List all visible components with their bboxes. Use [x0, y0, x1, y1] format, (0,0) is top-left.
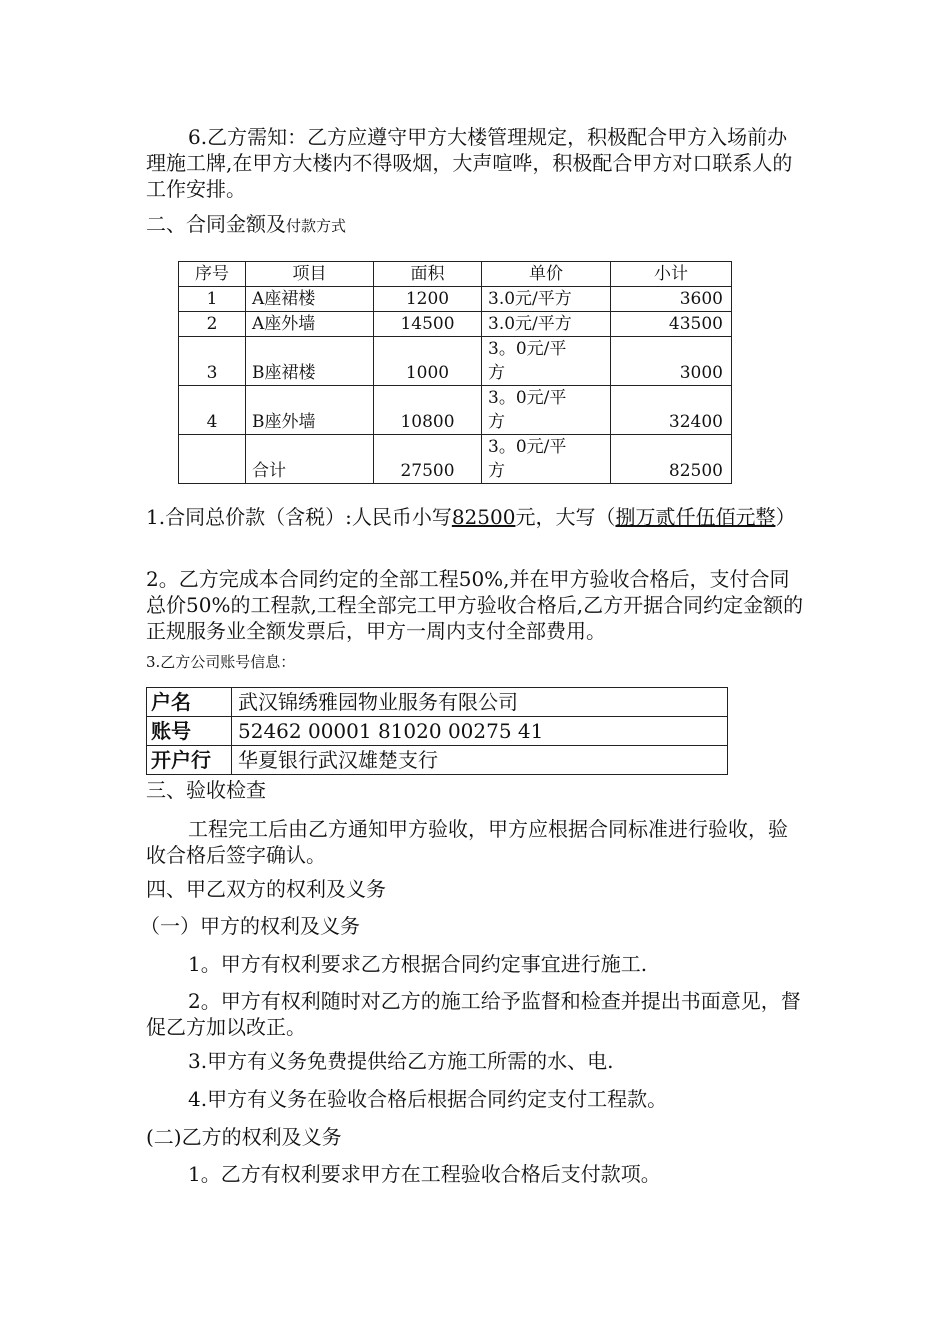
- cell-no: 1: [179, 287, 246, 312]
- party-a-clause-1: 1。甲方有权利要求乙方根据合同约定事宜进行施工.: [188, 952, 648, 976]
- party-a-clause-4: 4.甲方有义务在验收合格后根据合同约定支付工程款。: [188, 1087, 668, 1111]
- total-price-suffix: ）: [775, 505, 796, 529]
- section-4-sub2: (二)乙方的权利及义务: [146, 1125, 342, 1149]
- cell-price: 3.0元/平方: [482, 287, 611, 312]
- bank-key: 账号: [147, 717, 232, 746]
- cell-no: [179, 435, 246, 484]
- clause-6-paragraph: 6.乙方需知：乙方应遵守甲方大楼管理规定，积极配合甲方入场前办理施工牌,在甲方大楼内不得吸烟，大声喧哗，积极配合甲方对口联系人的工作安排。: [146, 125, 793, 201]
- total-price-prefix: 1.合同总价款（含税）:人民币小写: [146, 505, 452, 529]
- cell-subtotal: 43500: [611, 312, 732, 337]
- header-no: 序号: [179, 262, 246, 287]
- cell-price-line1: 3。0元/平: [488, 388, 567, 408]
- bank-key: 户名: [147, 688, 232, 717]
- bank-value: 52462 00001 81020 00275 41: [232, 717, 728, 746]
- table-header-row: [179, 262, 732, 287]
- bank-info-table: [146, 687, 728, 775]
- section-4-sub1: （一）甲方的权利及义务: [140, 914, 360, 938]
- table-row: [179, 386, 732, 435]
- cell-item: B座裙楼: [246, 337, 374, 386]
- header-subtotal: 小计: [611, 262, 732, 287]
- cell-price-line2: 方: [488, 412, 505, 432]
- bank-row: [147, 746, 728, 775]
- header-price: 单价: [482, 262, 611, 287]
- cell-area: 14500: [374, 312, 482, 337]
- party-a-clause-2: 2。甲方有权利随时对乙方的施工给予监督和检查并提出书面意见，督促乙方加以改正。: [146, 989, 801, 1039]
- section-4-heading: 四、甲乙双方的权利及义务: [146, 877, 386, 901]
- pricing-table: [178, 261, 732, 484]
- cell-price: [482, 386, 611, 435]
- bank-value: 华夏银行武汉雄楚支行: [232, 746, 728, 775]
- cell-subtotal: 3000: [611, 337, 732, 386]
- payment-terms-paragraph: 2。乙方完成本合同约定的全部工程50%,并在甲方验收合格后，支付合同总价50%的工程款,工程全部完工甲方验收合格后,乙方开据合同约定金额的正规服务业全额发票后，甲方一周内支付全部费用。: [146, 567, 804, 643]
- cell-subtotal: 3600: [611, 287, 732, 312]
- bank-row: [147, 688, 728, 717]
- total-price-mid: 元，大写（: [515, 505, 616, 529]
- total-price-upper: 捌万贰仟伍佰元整: [615, 505, 776, 529]
- cell-subtotal: 32400: [611, 386, 732, 435]
- cell-item: A座裙楼: [246, 287, 374, 312]
- total-price-amount: 82500: [451, 505, 516, 529]
- cell-no: 3: [179, 337, 246, 386]
- cell-area: 27500: [374, 435, 482, 484]
- cell-price-line1: 3。0元/平: [488, 437, 567, 457]
- section-2-heading-small: 付款方式: [286, 217, 347, 235]
- cell-item: 合计: [246, 435, 374, 484]
- cell-no: 4: [179, 386, 246, 435]
- cell-no: 2: [179, 312, 246, 337]
- table-row: [179, 287, 732, 312]
- table-row: [179, 312, 732, 337]
- cell-area: 10800: [374, 386, 482, 435]
- bank-key: 开户行: [147, 746, 232, 775]
- section-3-heading: 三、验收检查: [146, 778, 266, 802]
- party-a-clause-3: 3.甲方有义务免费提供给乙方施工所需的水、电.: [188, 1049, 614, 1073]
- cell-price: [482, 435, 611, 484]
- cell-price-line2: 方: [488, 363, 505, 383]
- section-3-body: 工程完工后由乙方通知甲方验收，甲方应根据合同标准进行验收，验收合格后签字确认。: [146, 817, 788, 867]
- cell-item: B座外墙: [246, 386, 374, 435]
- table-total-row: [179, 435, 732, 484]
- cell-price-line2: 方: [488, 461, 505, 481]
- party-b-clause-1: 1。乙方有权利要求甲方在工程验收合格后支付款项。: [188, 1162, 661, 1186]
- bank-row: [147, 717, 728, 746]
- cell-subtotal: 82500: [611, 435, 732, 484]
- cell-area: 1200: [374, 287, 482, 312]
- cell-price: 3.0元/平方: [482, 312, 611, 337]
- cell-price-line1: 3。0元/平: [488, 339, 567, 359]
- header-item: 项目: [246, 262, 374, 287]
- cell-price: [482, 337, 611, 386]
- cell-area: 1000: [374, 337, 482, 386]
- account-info-label: 3.乙方公司账号信息：: [146, 653, 296, 671]
- section-2-heading: [146, 211, 346, 239]
- cell-item: A座外墙: [246, 312, 374, 337]
- table-row: [179, 337, 732, 386]
- bank-value: 武汉锦绣雅园物业服务有限公司: [232, 688, 728, 717]
- section-2-heading-main: 二、合同金额及: [146, 212, 286, 236]
- total-price-paragraph: [146, 504, 806, 530]
- header-area: 面积: [374, 262, 482, 287]
